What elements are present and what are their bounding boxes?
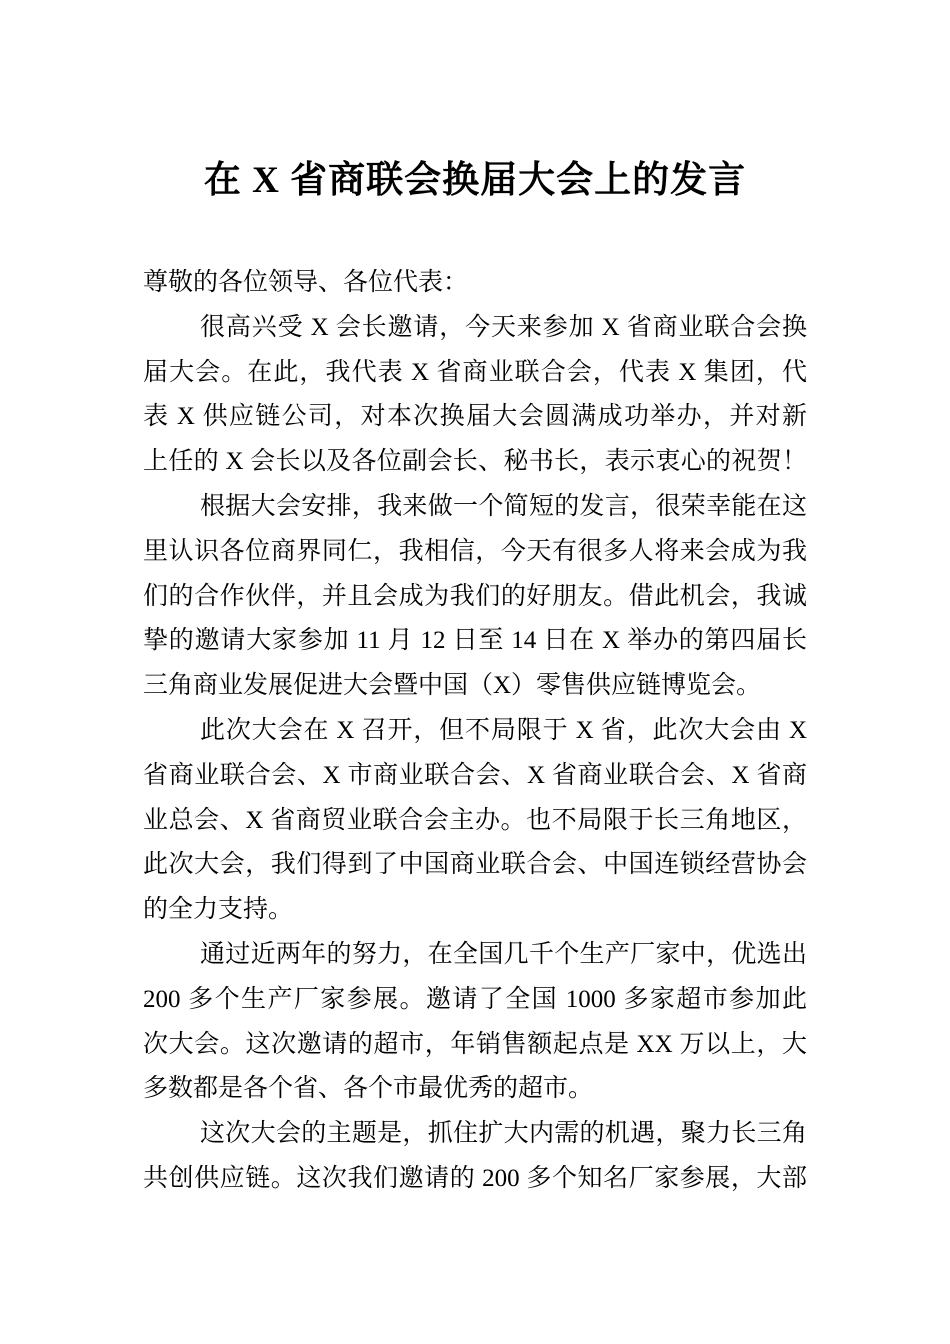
text-line: 上任的 X 会长以及各位副会长、秘书长，表示衷心的祝贺！ — [143, 448, 807, 476]
text-line: 根据大会安排，我来做一个简短的发言，很荣幸能在这 — [200, 492, 807, 520]
text-line: 们的合作伙伴，并且会成为我们的好朋友。借此机会，我诚 — [143, 582, 807, 610]
text-line: 的全力支持。 — [143, 896, 294, 924]
text-line: 三角商业发展促进大会暨中国（X）零售供应链博览会。 — [143, 672, 762, 700]
text-line: 省商业联合会、X 市商业联合会、X 省商业联合会、X 省商 — [143, 761, 807, 789]
text-line: 次大会。这次邀请的超市，年销售额起点是 XX 万以上，大 — [143, 1030, 807, 1058]
document-body — [143, 261, 807, 1202]
text-line: 挚的邀请大家参加 11 月 12 日至 14 日在 X 举办的第四届长 — [143, 627, 807, 655]
text-line: 里认识各位商界同仁，我相信，今天有很多人将来会成为我 — [143, 537, 807, 565]
text-line: 届大会。在此，我代表 X 省商业联合会，代表 X 集团，代 — [143, 358, 807, 386]
document-title: 在 X 省商联会换届大会上的发言 — [203, 160, 747, 201]
text-line: 共创供应链。这次我们邀请的 200 多个知名厂家参展，大部 — [143, 1164, 807, 1192]
text-line: 此次大会在 X 召开，但不局限于 X 省，此次大会由 X — [200, 716, 807, 744]
text-line: 这次大会的主题是，抓住扩大内需的机遇，聚力长三角 — [200, 1120, 807, 1148]
text-line: 200 多个生产厂家参展。邀请了全国 1000 多家超市参加此 — [143, 985, 807, 1013]
text-line: 业总会、X 省商贸业联合会主办。也不局限于长三角地区， — [143, 806, 807, 834]
text-line: 多数都是各个省、各个市最优秀的超市。 — [143, 1075, 594, 1103]
text-line: 此次大会，我们得到了中国商业联合会、中国连锁经营协会 — [143, 851, 807, 879]
text-line: 很高兴受 X 会长邀请，今天来参加 X 省商业联合会换 — [200, 313, 807, 341]
text-line: 尊敬的各位领导、各位代表： — [143, 269, 469, 296]
text-line: 表 X 供应链公司，对本次换届大会圆满成功举办，并对新 — [143, 403, 807, 431]
text-line: 通过近两年的努力，在全国几千个生产厂家中，优选出 — [200, 940, 807, 968]
